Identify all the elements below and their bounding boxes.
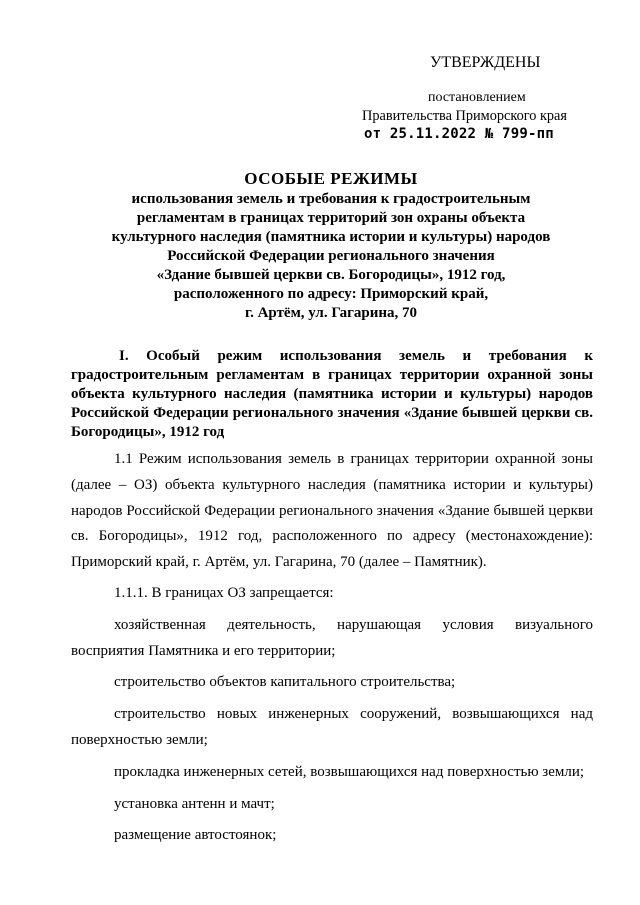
title-line: «Здание бывшей церкви св. Богородицы», 1912 год, <box>156 267 506 283</box>
list-item: строительство новых инженерных сооружений, возвышающихся над поверхностью земли; <box>71 706 593 748</box>
section-heading: I. Особый режим использования земель и требования к градостроительным регламентам в границах территории охранной зоны объекта культурного наследия (памятника истории и культуры) народов Российской Федерации регионального значения «Здание бывшей церкви св. Богородицы», 1912 год <box>71 348 593 440</box>
approval-line-1: постановлением <box>428 90 526 105</box>
paragraph: 1.1.1. В границах ОЗ запрещается: <box>114 584 334 601</box>
title-main: ОСОБЫЕ РЕЖИМЫ <box>244 169 418 188</box>
title-line: г. Артём, ул. Гагарина, 70 <box>244 305 418 321</box>
list-item: прокладка инженерных сетей, возвышающихся над поверхностью земли; <box>114 763 585 780</box>
approval-line-2: Правительства Приморского края <box>362 108 567 124</box>
list-item: хозяйственная деятельность, нарушающая условия визуального восприятия Памятника и его территории; <box>71 616 593 659</box>
approval-title: УТВЕРЖДЕНЫ <box>430 54 541 71</box>
document-title <box>70 168 592 323</box>
paragraph: 1.1 Режим использования земель в границах территории охранной зоны (далее – ОЗ) объекта культурного наследия (памятника истории и культуры) народов Российской Федерации регионального значения «Здание бывшей церкви св. Богородицы», 1912 год, расположенного по адресу (местонахождение): Приморский край, г. Артём, ул. Гагарина, 70 (далее – Памятник). <box>71 451 593 571</box>
title-line: использования земель и требования к градостроительным <box>131 191 531 207</box>
list-item: установка антенн и мачт; <box>114 795 275 812</box>
title-line: Российской Федерации регионального значения <box>167 248 495 264</box>
title-line: культурного наследия (памятника истории и культуры) народов <box>111 229 551 245</box>
title-line: регламентам в границах территорий зон охраны объекта <box>136 210 526 226</box>
title-line: расположенного по адресу: Приморский край, <box>173 286 489 302</box>
document-body <box>71 447 593 855</box>
list-item: размещение автостоянок; <box>114 827 277 844</box>
approval-line-3: от 25.11.2022 № 799-пп <box>364 126 554 142</box>
list-item: строительство объектов капитального строительства; <box>114 674 456 691</box>
